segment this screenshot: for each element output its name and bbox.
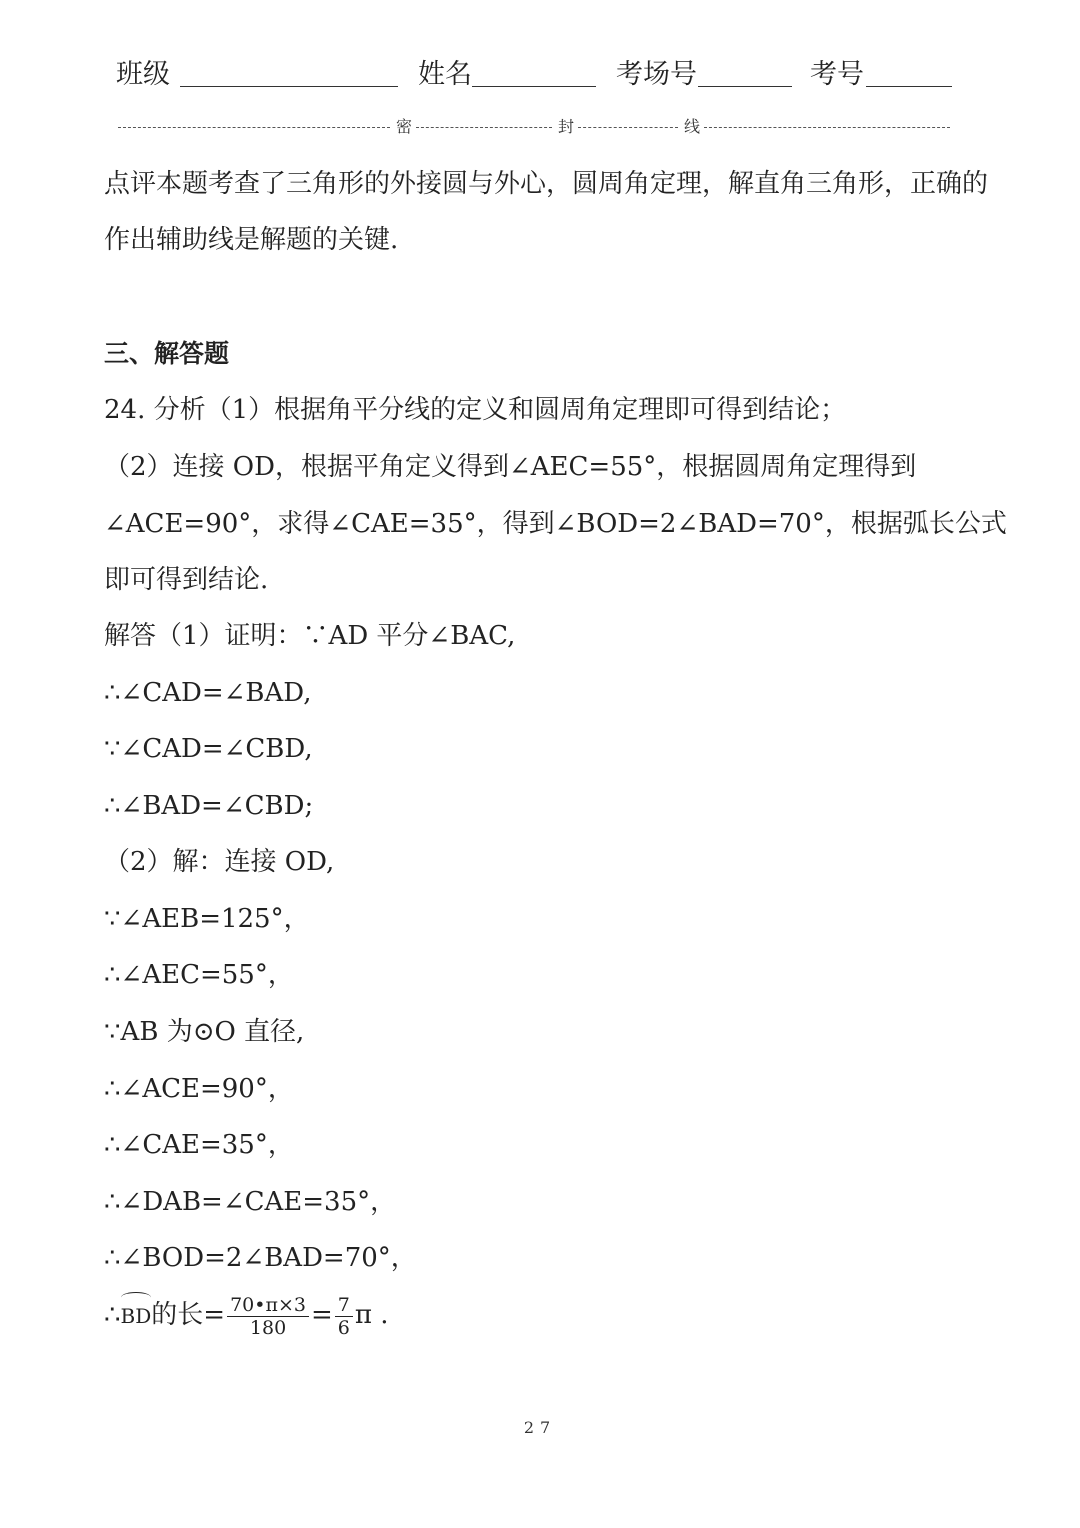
solution-line: ∵AB 为⊙O 直径, [104, 1017, 305, 1047]
solution-line: ∴∠AEC=55°， [104, 960, 294, 990]
room-blank [698, 86, 792, 87]
analysis-line: 即可得到结论. [104, 565, 269, 595]
solution-line: ∴∠CAE=35°， [104, 1130, 294, 1160]
therefore-symbol: ∴ [104, 1300, 121, 1330]
solution-line: ∴∠ACE=90°， [104, 1074, 294, 1104]
fraction-2 [335, 1294, 353, 1339]
seal-dash [578, 127, 678, 128]
comment-line: 作出辅助线是解题的关键. [104, 225, 399, 255]
section-title: 三、解答题 [104, 339, 230, 368]
name-label: 姓名 [418, 59, 472, 90]
solution-line: ∵∠AEB=125°， [104, 904, 310, 934]
seal-line [118, 116, 950, 138]
seal-dash [118, 127, 390, 128]
arc-bd: BD [121, 1292, 152, 1334]
solution-line: ∴∠DAB=∠CAE=35°， [104, 1187, 397, 1217]
class-blank [180, 86, 398, 87]
page-number: 27 [523, 1418, 557, 1437]
solution-line: ∴∠BOD=2∠BAD=70°， [104, 1243, 417, 1273]
equals-sign: = [310, 1300, 333, 1330]
fraction-1 [227, 1294, 309, 1339]
name-blank [472, 86, 596, 87]
analysis-line: ∠ACE=90°，求得∠CAE=35°，得到∠BOD=2∠BAD=70°，根据弧长公式 [104, 509, 1007, 539]
fraction-denominator: 180 [249, 1316, 287, 1339]
seal-char-xian: 线 [684, 117, 701, 136]
solution-line: ∴∠CAD=∠BAD, [104, 678, 312, 708]
analysis-line: 24. 分析（1）根据角平分线的定义和圆周角定理即可得到结论； [104, 395, 847, 425]
seal-char-feng: 封 [558, 117, 575, 136]
fraction-numerator: 7 [335, 1294, 353, 1317]
solution-line: 解答（1）证明：∵AD 平分∠BAC, [104, 621, 516, 651]
solution-line: ∵∠CAD=∠CBD, [104, 734, 313, 764]
number-label: 考号 [810, 59, 864, 90]
fraction-denominator: 6 [337, 1316, 350, 1339]
formula-suffix: π . [354, 1300, 389, 1330]
arc-length-formula [104, 1292, 388, 1339]
seal-char-mi: 密 [396, 117, 413, 136]
class-label: 班级 [116, 59, 170, 90]
comment-line: 点评本题考查了三角形的外接圆与外心，圆周角定理，解直角三角形，正确的 [104, 169, 989, 199]
room-label: 考场号 [616, 59, 697, 90]
seal-dash [416, 127, 552, 128]
seal-dash [704, 127, 950, 128]
formula-text: 的长= [151, 1300, 226, 1330]
student-info-header [116, 52, 966, 92]
fraction-numerator: 70•π×3 [227, 1294, 309, 1317]
solution-line: （2）解：连接 OD, [104, 847, 335, 877]
number-blank [866, 86, 952, 87]
analysis-line: （2）连接 OD，根据平角定义得到∠AEC=55°，根据圆周角定理得到 [104, 452, 917, 482]
solution-line: ∴∠BAD=∠CBD; [104, 791, 314, 821]
